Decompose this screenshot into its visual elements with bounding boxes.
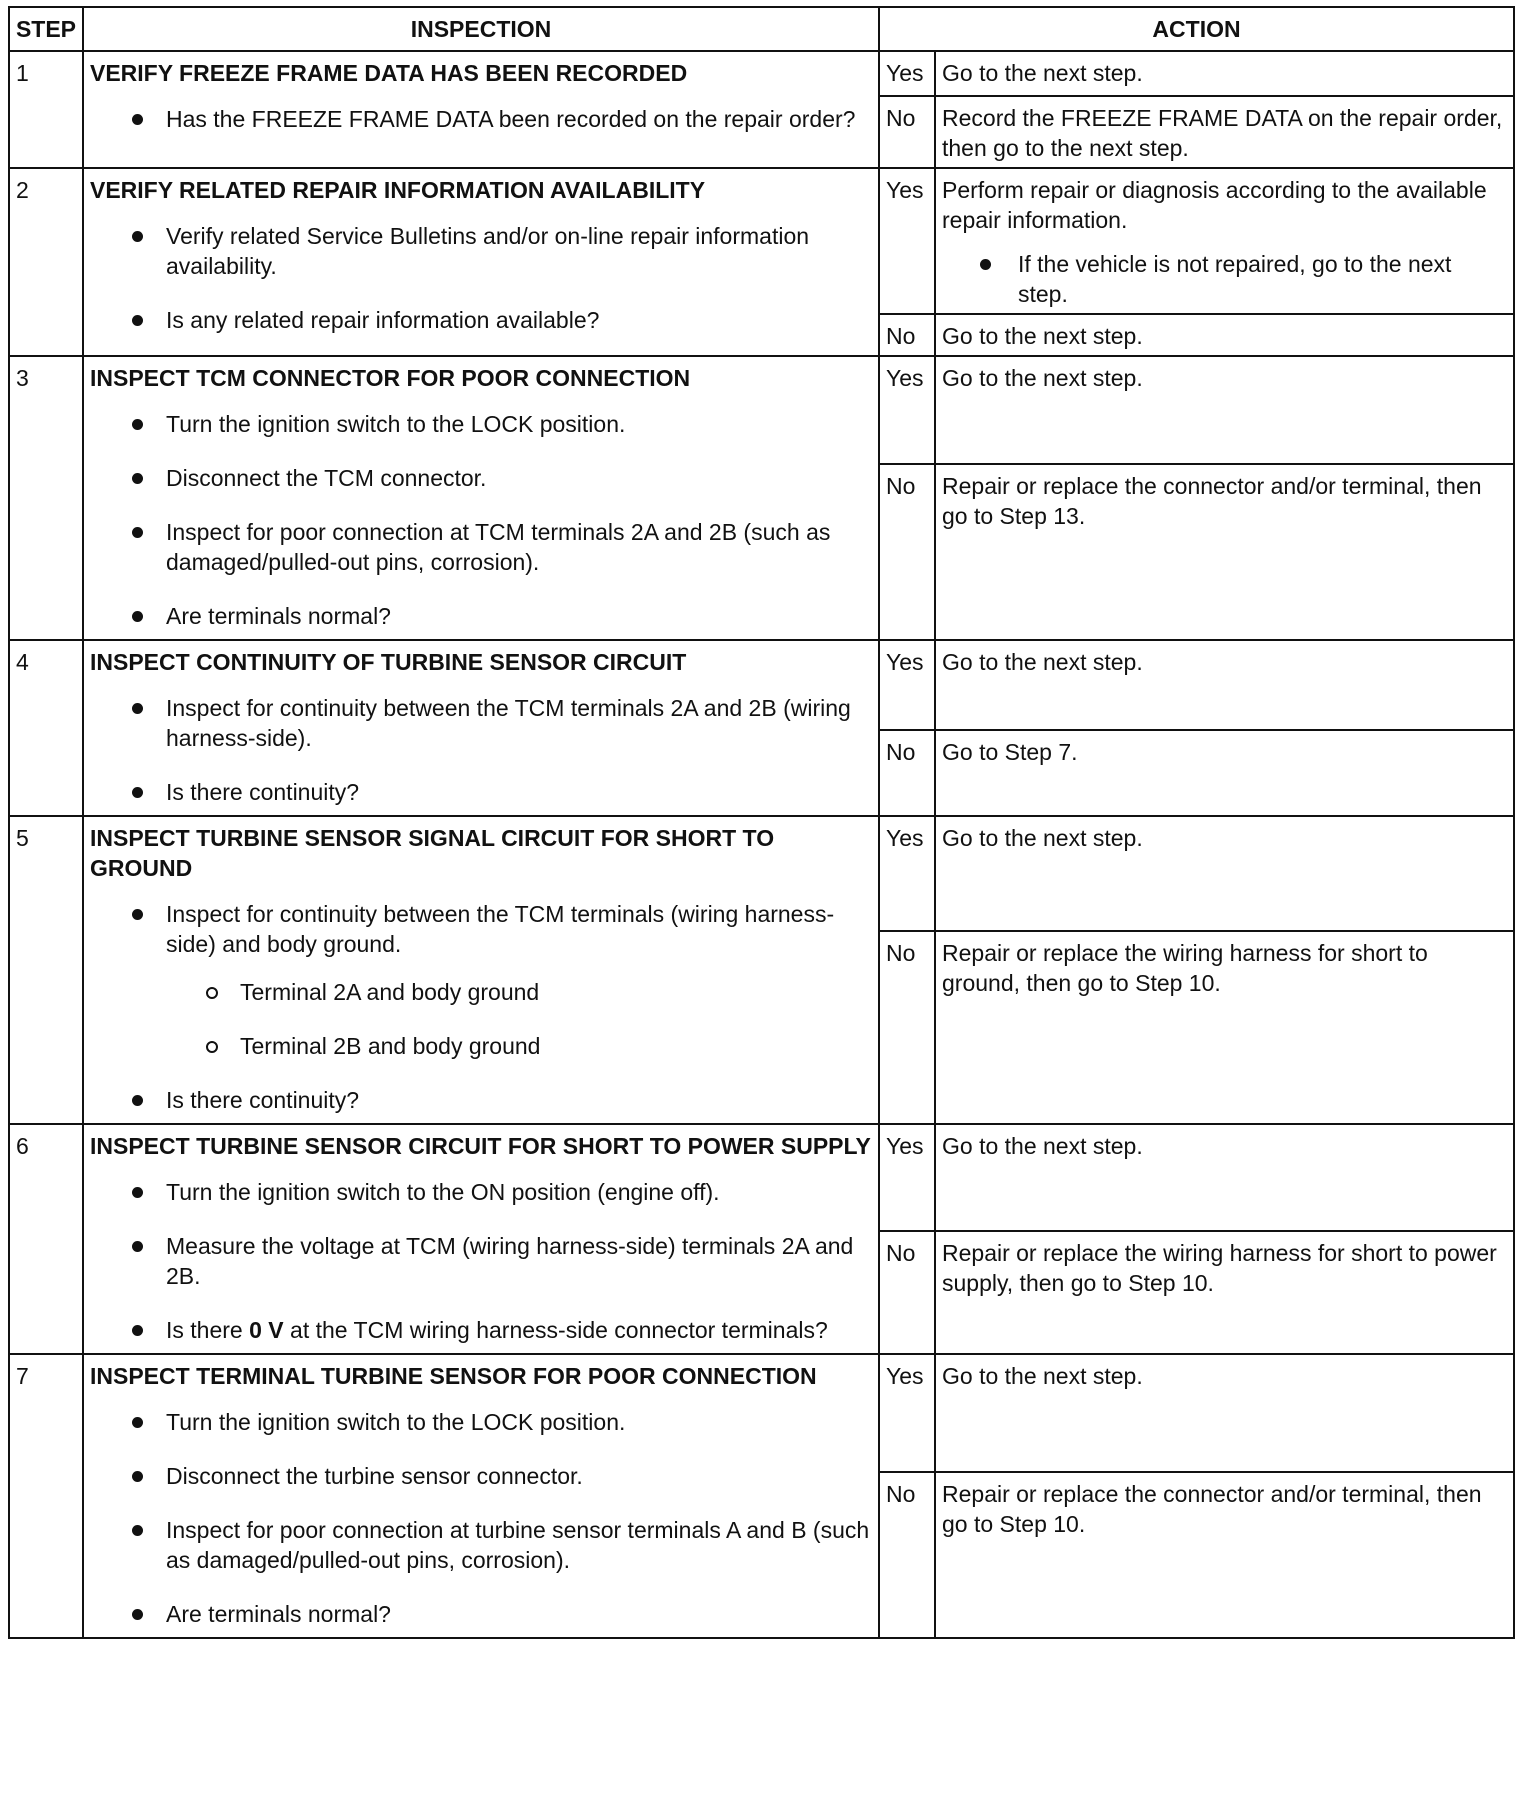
inspection-cell <box>83 168 879 356</box>
bullet-list <box>90 104 872 134</box>
step-number: 4 <box>9 640 83 816</box>
sub-bullet-item: Terminal 2A and body ground <box>204 977 872 1007</box>
inspection-cell <box>83 1354 879 1638</box>
action-bullet-list <box>942 249 1507 309</box>
yes-label: Yes <box>879 168 935 314</box>
header-row <box>9 7 1514 51</box>
step-title: INSPECT TURBINE SENSOR CIRCUIT FOR SHORT TO POWER SUPPLY <box>90 1133 871 1159</box>
question-post: at the TCM wiring harness-side connector terminals? <box>283 1317 828 1343</box>
step-number: 7 <box>9 1354 83 1638</box>
yes-label: Yes <box>879 816 935 931</box>
bullet-item: Has the FREEZE FRAME DATA been recorded on the repair order? <box>130 104 872 134</box>
step-5-row <box>9 816 1514 931</box>
step-title: INSPECT TURBINE SENSOR SIGNAL CIRCUIT FOR SHORT TO GROUND <box>90 825 775 881</box>
inspection-cell <box>83 816 879 1124</box>
inspection-cell <box>83 640 879 816</box>
no-label: No <box>879 314 935 356</box>
bullet-item: Are terminals normal? <box>130 601 872 631</box>
bullet-list <box>90 221 872 335</box>
yes-action-cell <box>935 168 1514 314</box>
yes-action: Perform repair or diagnosis according to the available repair information. <box>942 177 1487 233</box>
bullet-text: Inspect for continuity between the TCM terminals (wiring harness-side) and body ground. <box>166 901 835 957</box>
yes-label: Yes <box>879 1354 935 1472</box>
diagnostic-document <box>8 6 1513 1639</box>
question-pre: Is there <box>166 1317 250 1343</box>
voltage-value: 0 V <box>249 1317 284 1343</box>
yes-action: Go to the next step. <box>935 816 1514 931</box>
inspection-cell <box>83 51 879 168</box>
bullet-item: Disconnect the TCM connector. <box>130 463 872 493</box>
bullet-item: Turn the ignition switch to the LOCK position. <box>130 409 872 439</box>
sub-bullet-item: Terminal 2B and body ground <box>204 1031 872 1061</box>
no-action: Repair or replace the wiring harness for short to ground, then go to Step 10. <box>935 931 1514 1124</box>
bullet-item: Inspect for poor connection at TCM terminals 2A and 2B (such as damaged/pulled-out pins, corrosion). <box>130 517 872 577</box>
diagnostic-table <box>8 6 1515 1639</box>
step-title: INSPECT TCM CONNECTOR FOR POOR CONNECTION <box>90 365 691 391</box>
step-title: VERIFY RELATED REPAIR INFORMATION AVAILABILITY <box>90 177 706 203</box>
no-label: No <box>879 464 935 640</box>
yes-label: Yes <box>879 1124 935 1231</box>
yes-action: Go to the next step. <box>935 1124 1514 1231</box>
bullet-item <box>130 899 872 1061</box>
step-4-row <box>9 640 1514 730</box>
bullet-item: Is any related repair information available? <box>130 305 872 335</box>
no-label: No <box>879 1231 935 1354</box>
step-6-row <box>9 1124 1514 1231</box>
no-label: No <box>879 931 935 1124</box>
step-number: 6 <box>9 1124 83 1354</box>
header-step: STEP <box>9 7 83 51</box>
bullet-item: Disconnect the turbine sensor connector. <box>130 1461 872 1491</box>
inspection-cell <box>83 1124 879 1354</box>
no-action: Repair or replace the wiring harness for short to power supply, then go to Step 10. <box>935 1231 1514 1354</box>
no-label: No <box>879 1472 935 1638</box>
bullet-item: Is there continuity? <box>130 1085 872 1115</box>
no-action: Repair or replace the connector and/or terminal, then go to Step 13. <box>935 464 1514 640</box>
step-number: 2 <box>9 168 83 356</box>
header-action: ACTION <box>879 7 1514 51</box>
bullet-item: Turn the ignition switch to the LOCK position. <box>130 1407 872 1437</box>
action-bullet: If the vehicle is not repaired, go to the next step. <box>978 249 1507 309</box>
bullet-item: Inspect for poor connection at turbine sensor terminals A and B (such as damaged/pulled-out pins, corrosion). <box>130 1515 872 1575</box>
step-3-row <box>9 356 1514 464</box>
step-title: INSPECT TERMINAL TURBINE SENSOR FOR POOR CONNECTION <box>90 1363 817 1389</box>
bullet-item: Is there continuity? <box>130 777 872 807</box>
no-label: No <box>879 96 935 168</box>
step-title: INSPECT CONTINUITY OF TURBINE SENSOR CIRCUIT <box>90 649 687 675</box>
bullet-item: Are terminals normal? <box>130 1599 872 1629</box>
yes-label: Yes <box>879 356 935 464</box>
bullet-item: Inspect for continuity between the TCM terminals 2A and 2B (wiring harness-side). <box>130 693 872 753</box>
step-number: 1 <box>9 51 83 168</box>
step-7-row <box>9 1354 1514 1472</box>
bullet-item: Verify related Service Bulletins and/or on-line repair information availability. <box>130 221 872 281</box>
inspection-cell <box>83 356 879 640</box>
no-action: Repair or replace the connector and/or terminal, then go to Step 10. <box>935 1472 1514 1638</box>
yes-action: Go to the next step. <box>935 356 1514 464</box>
no-action: Go to the next step. <box>935 314 1514 356</box>
bullet-list <box>90 1177 872 1345</box>
no-action: Go to Step 7. <box>935 730 1514 816</box>
yes-action: Go to the next step. <box>935 640 1514 730</box>
step-1-row <box>9 51 1514 96</box>
bullet-list <box>90 899 872 1115</box>
bullet-item: Measure the voltage at TCM (wiring harness-side) terminals 2A and 2B. <box>130 1231 872 1291</box>
header-inspection: INSPECTION <box>83 7 879 51</box>
step-2-row <box>9 168 1514 314</box>
no-action: Record the FREEZE FRAME DATA on the repair order, then go to the next step. <box>935 96 1514 168</box>
yes-label: Yes <box>879 640 935 730</box>
no-label: No <box>879 730 935 816</box>
step-number: 3 <box>9 356 83 640</box>
bullet-list <box>90 409 872 631</box>
step-number: 5 <box>9 816 83 1124</box>
bullet-list <box>90 1407 872 1629</box>
bullet-item <box>130 1315 872 1345</box>
yes-action: Go to the next step. <box>935 1354 1514 1472</box>
step-title: VERIFY FREEZE FRAME DATA HAS BEEN RECORDED <box>90 60 688 86</box>
bullet-item: Turn the ignition switch to the ON position (engine off). <box>130 1177 872 1207</box>
yes-label: Yes <box>879 51 935 96</box>
bullet-list <box>90 693 872 807</box>
sub-bullet-list <box>166 977 872 1061</box>
yes-action: Go to the next step. <box>935 51 1514 96</box>
